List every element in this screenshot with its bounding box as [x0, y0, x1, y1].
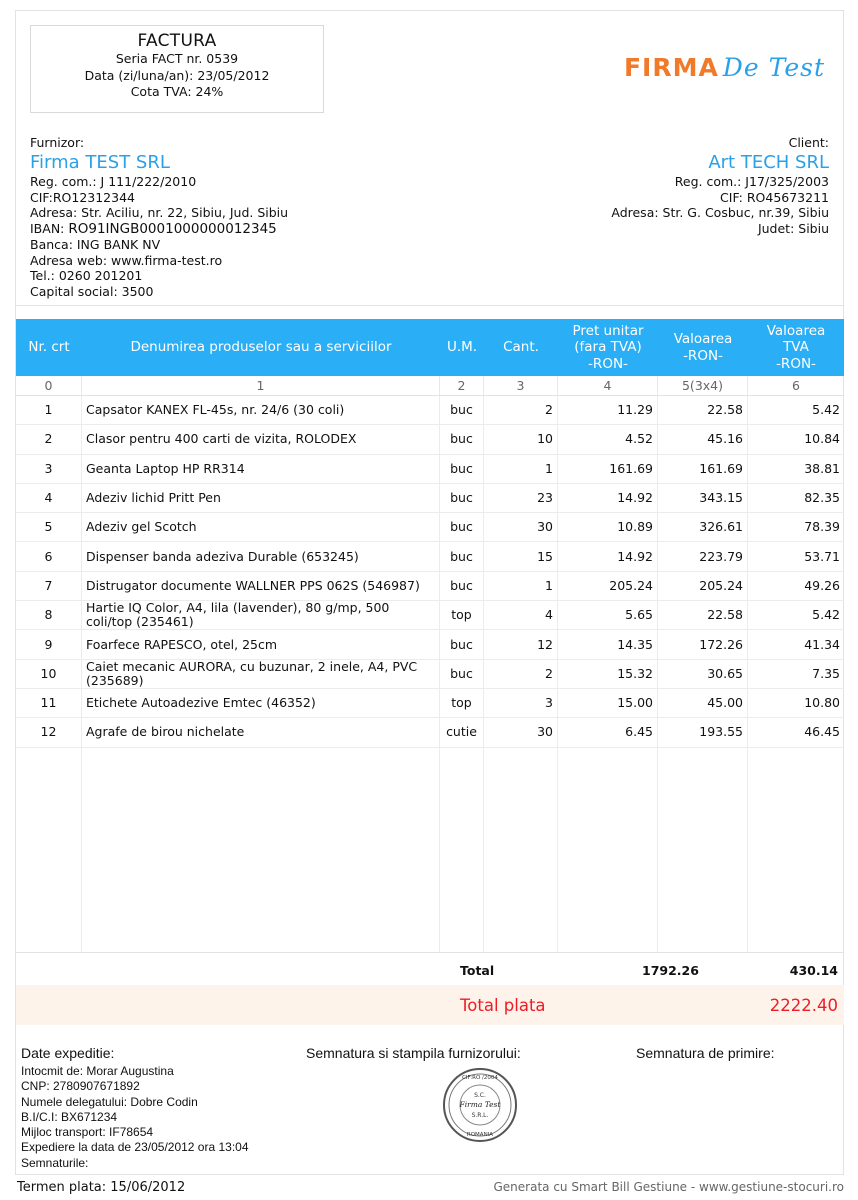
row-um: buc: [440, 630, 484, 658]
table-row: [16, 572, 844, 601]
table-row: [16, 601, 844, 630]
logo-part2: De Test: [722, 53, 825, 82]
table-row: [16, 396, 844, 425]
total-pay-row: [16, 985, 844, 1025]
row-value: 193.55: [658, 718, 748, 746]
header-um: U.M.: [446, 339, 478, 356]
client-line: Judet: Sibiu: [757, 220, 829, 236]
header-vat-value: Valoarea TVA -RON-: [766, 322, 826, 372]
supplier-block: [30, 135, 430, 299]
row-qty: 2: [484, 660, 558, 688]
row-qty: 1: [484, 572, 558, 600]
row-qty: 30: [484, 513, 558, 541]
generator-credit: Generata cu Smart Bill Gestiune - www.gestiune-stocuri.ro: [493, 1180, 844, 1194]
row-unit-price: 161.69: [558, 455, 658, 483]
table-row: [16, 630, 844, 659]
row-qty: 1: [484, 455, 558, 483]
row-value: 45.00: [658, 689, 748, 717]
colnum: 5(3x4): [658, 376, 748, 395]
iban-label: IBAN:: [30, 220, 69, 236]
total-row: [16, 955, 844, 985]
total-label: Total: [460, 963, 495, 978]
row-nr: 5: [16, 513, 82, 541]
row-unit-price: 14.92: [558, 542, 658, 570]
row-description: Adeziv lichid Pritt Pen: [82, 484, 440, 512]
row-nr: 9: [16, 630, 82, 658]
items-table: [16, 319, 844, 953]
row-unit-price: 14.92: [558, 484, 658, 512]
row-nr: 7: [16, 572, 82, 600]
row-description: Hartie IQ Color, A4, lila (lavender), 80 g/mp, 500 coli/top (235461): [82, 601, 440, 629]
row-vat: 82.35: [804, 490, 840, 506]
invoice-series: Seria FACT nr. 0539: [115, 51, 239, 66]
row-nr: 8: [16, 601, 82, 629]
row-vat: 49.26: [804, 577, 840, 593]
row-unit-price: 14.35: [558, 630, 658, 658]
table-row: [16, 660, 844, 689]
row-unit-price: 5.65: [558, 601, 658, 629]
empty-cell: [484, 748, 558, 952]
column-numbers: [16, 376, 844, 396]
expedition-line: Mijloc transport: IF78654: [21, 1125, 154, 1140]
company-logo: [624, 53, 825, 82]
row-vat: 7.35: [812, 665, 840, 681]
total-pay-label: Total plata: [460, 996, 546, 1015]
invoice-title: FACTURA: [137, 31, 217, 51]
row-vat: 38.81: [804, 460, 840, 476]
supplier-line: Adresa web: www.firma-test.ro: [30, 252, 223, 268]
row-unit-price: 10.89: [558, 513, 658, 541]
row-unit-price: 15.32: [558, 660, 658, 688]
row-um: buc: [440, 396, 484, 424]
row-value: 205.24: [658, 572, 748, 600]
expedition-line: Intocmit de: Morar Augustina: [21, 1064, 174, 1078]
row-value: 161.69: [658, 455, 748, 483]
row-value: 30.65: [658, 660, 748, 688]
row-vat: 53.71: [804, 548, 840, 564]
supplier-line: Adresa: Str. Aciliu, nr. 22, Sibiu, Jud. Sibiu: [30, 205, 289, 220]
receiver-signature-label: Semnatura de primire:: [636, 1045, 775, 1061]
row-nr: 11: [16, 689, 82, 717]
invoice-vat-rate: Cota TVA: 24%: [130, 84, 224, 99]
supplier-name: Firma TEST SRL: [30, 152, 170, 173]
svg-text:CIF:RO /2004: CIF:RO /2004: [462, 1075, 498, 1081]
logo-part1: FIRMA: [623, 53, 719, 82]
row-description: Caiet mecanic AURORA, cu buzunar, 2 inele, A4, PVC (235689): [82, 660, 440, 688]
client-label: Client:: [788, 135, 829, 150]
table-row: [16, 689, 844, 718]
supplier-line: Banca: ING BANK NV: [30, 237, 161, 252]
row-value: 22.58: [658, 396, 748, 424]
svg-text:S.R.L.: S.R.L.: [471, 1112, 489, 1119]
header-description: Denumirea produselor sau a serviciilor: [130, 339, 392, 356]
row-qty: 23: [484, 484, 558, 512]
row-unit-price: 6.45: [558, 718, 658, 746]
svg-text:ROMANIA: ROMANIA: [466, 1132, 494, 1138]
invoice-header-box: [30, 25, 324, 113]
table-row: [16, 542, 844, 571]
table-empty-space: [16, 748, 844, 953]
supplier-line: Capital social: 3500: [30, 283, 154, 299]
client-line: Adresa: Str. G. Cosbuc, nr.39, Sibiu: [611, 205, 829, 220]
row-vat: 78.39: [804, 519, 840, 535]
row-qty: 4: [484, 601, 558, 629]
client-line: Reg. com.: J17/325/2003: [674, 174, 829, 189]
row-description: Distrugator documente WALLNER PPS 062S (546987): [82, 572, 440, 600]
empty-cell: [748, 748, 844, 952]
header-nr: Nr. crt: [28, 339, 70, 356]
row-value: 326.61: [658, 513, 748, 541]
client-name: Art TECH SRL: [708, 152, 829, 173]
row-description: Capsator KANEX FL-45s, nr. 24/6 (30 coli): [82, 396, 440, 424]
colnum: 6: [792, 378, 800, 393]
row-vat: 5.42: [812, 402, 840, 418]
colnum: 2: [440, 376, 484, 395]
row-nr: 1: [16, 396, 82, 424]
row-unit-price: 15.00: [558, 689, 658, 717]
row-description: Geanta Laptop HP RR314: [82, 455, 440, 483]
row-nr: 10: [16, 660, 82, 688]
expedition-line: Expediere la data de 23/05/2012 ora 13:04: [21, 1140, 249, 1155]
row-um: buc: [440, 513, 484, 541]
expedition-line: Numele delegatului: Dobre Codin: [21, 1094, 198, 1109]
row-description: Clasor pentru 400 carti de vizita, ROLODEX: [82, 425, 440, 453]
supplier-iban-line: [30, 221, 430, 238]
row-nr: 12: [16, 718, 82, 746]
invoice-page: [15, 10, 844, 1175]
row-um: buc: [440, 572, 484, 600]
colnum: 3: [484, 376, 558, 395]
client-line: CIF: RO45673211: [720, 189, 829, 205]
row-description: Dispenser banda adeziva Durable (653245): [82, 542, 440, 570]
expedition-line: B.I/C.I: BX671234: [21, 1109, 118, 1124]
payment-due: Termen plata: 15/06/2012: [17, 1180, 186, 1195]
svg-text:S.C.: S.C.: [474, 1092, 486, 1099]
row-nr: 6: [16, 542, 82, 570]
row-value: 172.26: [658, 630, 748, 658]
table-row: [16, 484, 844, 513]
row-vat: 10.84: [804, 431, 840, 447]
row-description: Etichete Autoadezive Emtec (46352): [82, 689, 440, 717]
row-um: top: [440, 601, 484, 629]
table-body: [16, 396, 844, 748]
supplier-line: Reg. com.: J 111/222/2010: [30, 174, 197, 189]
row-value: 223.79: [658, 542, 748, 570]
empty-cell: [16, 748, 82, 952]
expedition-line: Semnaturile:: [21, 1155, 89, 1170]
row-qty: 30: [484, 718, 558, 746]
row-vat: 5.42: [812, 607, 840, 623]
table-row: [16, 455, 844, 484]
total-value: 1792.26: [642, 963, 699, 978]
client-block: [429, 135, 829, 236]
total-vat: 430.14: [789, 963, 838, 978]
table-row: [16, 425, 844, 454]
row-value: 22.58: [658, 601, 748, 629]
header-unit-price: Pret unitar (fara TVA) -RON-: [572, 322, 644, 372]
table-row: [16, 718, 844, 747]
empty-cell: [558, 748, 658, 952]
row-description: Agrafe de birou nichelate: [82, 718, 440, 746]
expedition-title: Date expeditie:: [21, 1045, 115, 1061]
row-qty: 10: [484, 425, 558, 453]
supplier-signature-label: Semnatura si stampila furnizorului:: [306, 1045, 521, 1061]
row-nr: 4: [16, 484, 82, 512]
colnum: 0: [16, 376, 82, 395]
row-vat: 46.45: [804, 724, 840, 740]
row-unit-price: 11.29: [558, 396, 658, 424]
invoice-date: Data (zi/luna/an): 23/05/2012: [84, 67, 270, 83]
supplier-line: CIF:RO12312344: [30, 189, 135, 205]
header-qty: Cant.: [503, 339, 539, 356]
iban-value: RO91INGB0001000000012345: [68, 220, 277, 237]
expedition-line: CNP: 2780907671892: [21, 1079, 140, 1094]
empty-cell: [658, 748, 748, 952]
row-vat: 10.80: [804, 695, 840, 711]
total-pay-value: 2222.40: [769, 996, 838, 1015]
row-um: cutie: [440, 718, 484, 746]
header-divider: [16, 305, 843, 306]
table-header: [16, 319, 844, 376]
supplier-line: Tel.: 0260 201201: [30, 268, 143, 283]
row-qty: 3: [484, 689, 558, 717]
row-unit-price: 205.24: [558, 572, 658, 600]
colnum: 1: [82, 376, 440, 395]
row-um: buc: [440, 542, 484, 570]
colnum: 4: [558, 376, 658, 395]
row-description: Adeziv gel Scotch: [82, 513, 440, 541]
row-value: 45.16: [658, 425, 748, 453]
supplier-label: Furnizor:: [30, 135, 85, 150]
row-nr: 2: [16, 425, 82, 453]
row-unit-price: 4.52: [558, 425, 658, 453]
empty-cell: [440, 748, 484, 952]
row-um: buc: [440, 425, 484, 453]
row-um: buc: [440, 455, 484, 483]
header-value: Valoarea -RON-: [673, 331, 733, 364]
row-value: 343.15: [658, 484, 748, 512]
row-vat: 41.34: [804, 636, 840, 652]
row-um: top: [440, 689, 484, 717]
row-um: buc: [440, 484, 484, 512]
row-nr: 3: [16, 455, 82, 483]
empty-cell: [82, 748, 440, 952]
table-row: [16, 513, 844, 542]
row-qty: 2: [484, 396, 558, 424]
row-description: Foarfece RAPESCO, otel, 25cm: [82, 630, 440, 658]
row-qty: 12: [484, 630, 558, 658]
row-qty: 15: [484, 542, 558, 570]
svg-text:Firma Test: Firma Test: [459, 1100, 501, 1109]
company-stamp: [442, 1067, 518, 1143]
expedition-block: [21, 1045, 321, 1171]
row-um: buc: [440, 660, 484, 688]
